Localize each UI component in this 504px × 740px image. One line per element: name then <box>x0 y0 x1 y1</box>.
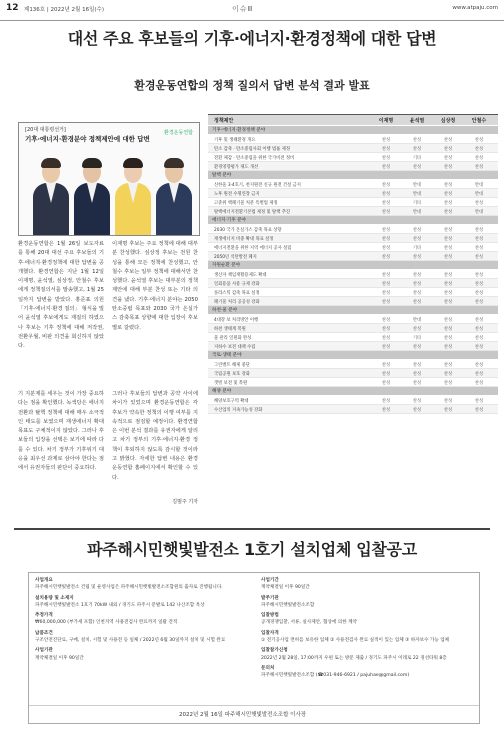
table-section-title: 에너지·기후 분야 <box>212 218 246 223</box>
answer-cell: 찬성 <box>381 281 391 287</box>
table-row <box>208 198 498 207</box>
table-row <box>208 270 498 279</box>
ad-item-heading: 발주기관 <box>261 595 279 601</box>
table-header-ahn: 안철수 <box>471 118 487 124</box>
answer-cell: 찬성 <box>381 254 391 260</box>
table-row <box>208 288 498 297</box>
ad-item <box>261 595 473 610</box>
policy-label: 일회용품 사용 규제 강화 <box>214 281 260 287</box>
ad-item-heading: 추정가격 <box>35 613 53 619</box>
answer-cell: 찬성 <box>443 281 453 287</box>
answer-cell: 찬성 <box>474 146 484 152</box>
ad-item <box>261 647 473 662</box>
answer-cell: 찬성 <box>443 290 453 296</box>
answer-cell: 찬성 <box>381 245 391 251</box>
ad-item-heading: 문의처 <box>261 665 275 671</box>
answer-cell: 기타 <box>412 200 422 206</box>
answer-cell: 찬성 <box>443 317 453 323</box>
policy-label: 해양보호구역 확대 <box>214 398 249 404</box>
policy-label: 노후 원전 수명연장 금지 <box>214 191 260 197</box>
answer-cell: 찬성 <box>412 281 422 287</box>
answer-cell: 찬성 <box>443 326 453 332</box>
answer-cell: 찬성 <box>474 155 484 161</box>
subheadline: 환경운동연합의 정책 질의서 답변 분석 결과 발표 <box>134 79 370 92</box>
ad-item-text: ① 전기공사업 면허를 보유한 업체 ② 사용전검사 완료 실적이 있는 업체 ③ 하자보수 가능 업체 <box>261 638 450 644</box>
answer-cell: 찬성 <box>412 236 422 242</box>
answer-cell: 찬성 <box>443 362 453 368</box>
answer-cell: 찬성 <box>381 209 391 215</box>
answer-cell: 반대 <box>474 209 484 215</box>
candidate-3-portrait <box>115 157 151 235</box>
answer-cell: 찬성 <box>474 272 484 278</box>
answer-cell: 찬성 <box>381 200 391 206</box>
answer-cell: 찬성 <box>381 344 391 350</box>
ad-item-text: 파주해시민햇빛발전소 1호기 70kW 내외 / 경기도 파주시 문발로 142 나산조합 옥상 <box>35 602 205 608</box>
answer-cell: 찬성 <box>443 191 453 197</box>
answer-cell: 찬성 <box>474 344 484 350</box>
policy-label: 폐기물 처리 공공성 강화 <box>214 299 260 305</box>
answer-cell: 찬성 <box>474 245 484 251</box>
answer-cell: 찬성 <box>443 245 453 251</box>
table-row <box>208 315 498 324</box>
answer-cell: 찬성 <box>381 182 391 188</box>
answer-cell: 찬성 <box>381 407 391 413</box>
answer-cell: 찬성 <box>412 290 422 296</box>
table-section-title: 국토·생태 분야 <box>212 353 242 358</box>
ad-item <box>261 577 473 592</box>
ad-item <box>35 612 235 627</box>
answer-cell: 찬성 <box>443 254 453 260</box>
ad-item-text: 파주해시민햇빛발전소조합 <box>261 602 315 608</box>
article-column-2: 이재명 후보는 주요 정책에 대해 대부분 찬성했다. 심상정 후보는 전원 찬성을 통해 모든 정책에 찬성했고, 안철수 후보는 일부 정책에 대해서만 찬성했다. 윤석열 후보는 대부분의 정책 제안에 대해 부분 찬성 또는 기타 의견을 냈다. 기후·에너지 분야는 2050 탄소중립 목표와 2030 국가 온실가스 감축목표 상향에 대한 입장이 후보별로 갈렸다. <box>112 241 198 331</box>
answer-cell: 찬성 <box>443 344 453 350</box>
photo-org-logo: 환경운동연합 <box>164 130 193 136</box>
ad-item-heading: 사업기관 <box>35 648 53 654</box>
table-section <box>208 216 498 224</box>
answer-cell: 찬성 <box>474 299 484 305</box>
policy-label: 2030 국가 온실가스 감축 목표 상향 <box>214 227 282 233</box>
answer-cell: 찬성 <box>412 164 422 170</box>
answer-cell: 찬성 <box>381 371 391 377</box>
ad-item-text: ₩60,000,000 (부가세 포함) 인천지역 사용전검사 완료까지 일괄 견적 <box>35 620 178 626</box>
policy-label: 물 관리 일원화 완성 <box>214 335 252 341</box>
answer-cell: 찬성 <box>474 335 484 341</box>
policy-label: 2050년 석탄발전 폐지 <box>214 254 257 260</box>
answer-cell: 찬성 <box>443 380 453 386</box>
ad-item-text: 파주해시민햇빛발전소 건립 및 운영사업은 파주해시민햇빛발전소조합원의 출자로 진행됩니다. <box>35 585 223 591</box>
table-section-title: 탈핵 분야 <box>212 173 232 178</box>
policy-label: 환경영향평가 제도 개선 <box>214 164 259 170</box>
table-row <box>208 369 498 378</box>
answer-cell: 찬성 <box>412 398 422 404</box>
answer-cell: 찬성 <box>443 155 453 161</box>
answer-cell: 찬성 <box>412 362 422 368</box>
table-row <box>208 324 498 333</box>
answer-cell: 찬성 <box>381 317 391 323</box>
policy-label: 탄소 감축 · 탄소중립사회 이행 법률 제정 <box>214 146 290 152</box>
article-column-3: 기 지분제를 세우는 것이 가장 중요하다는 점을 확인했다. 녹색당은 에너지 전환과 탈핵 정책에 대해 매우 소극적인 태도를 보였으며 재생에너지 확대 목표도 구체적이지 않았다. 그러나 후보들의 입장을 선택은 보기에 따라 다를 수 있다. 차기 정부가 기후위기 대응을 최우선 과제로 삼아야 한다는 점에서 유권자들의 판단이 중요하다. <box>18 391 104 472</box>
answer-cell: 찬성 <box>412 371 422 377</box>
policy-label: 그린벨트 해제 중단 <box>214 362 250 368</box>
table-header-yoon: 윤석열 <box>409 118 425 124</box>
table-row <box>208 360 498 369</box>
candidate-1-portrait <box>33 157 69 235</box>
ad-title: 파주해시민햇빛발전소 1호기 설치업체 입찰공고 <box>87 540 417 559</box>
answer-cell: 찬성 <box>474 317 484 323</box>
answer-cell: 찬성 <box>443 371 453 377</box>
answer-cell: 찬성 <box>381 326 391 332</box>
table-section-title: 자원순환 분야 <box>212 263 241 268</box>
policy-label: 지하수 보전 대책 수립 <box>214 344 256 350</box>
answer-cell: 찬성 <box>381 380 391 386</box>
table-row <box>208 180 498 189</box>
answer-cell: 찬성 <box>474 137 484 143</box>
answer-cell: 찬성 <box>474 371 484 377</box>
photo-tag: [20대 대통령선거] <box>25 127 66 133</box>
answer-cell: 찬성 <box>381 272 391 278</box>
answer-cell: 반대 <box>412 182 422 188</box>
table-row <box>208 378 498 387</box>
ad-item-text: 공개경쟁입찰, 서류, 실사제안, 협상에 의한 계약 <box>261 620 357 626</box>
table-row <box>208 333 498 342</box>
table-row <box>208 225 498 234</box>
ad-item-heading: 사업기간 <box>261 578 279 583</box>
table-section <box>208 261 498 269</box>
answer-cell: 찬성 <box>474 227 484 233</box>
answer-cell: 찬성 <box>443 182 453 188</box>
policy-label: 기후 및 생태환경 개요 <box>214 137 256 143</box>
answer-cell: 찬성 <box>381 362 391 368</box>
table-row <box>208 189 498 198</box>
answer-cell: 찬성 <box>412 146 422 152</box>
answer-cell: 찬성 <box>412 380 422 386</box>
answer-cell: 찬성 <box>443 335 453 341</box>
answer-cell: 반대 <box>474 182 484 188</box>
ad-item <box>261 612 473 627</box>
ad-box <box>28 572 480 724</box>
policy-label: 에너지전환을 위한 지역 에너지 공사 설립 <box>214 245 292 251</box>
ad-item <box>35 647 235 662</box>
answer-cell: 찬성 <box>381 137 391 143</box>
table-section <box>208 171 498 179</box>
table-header-policy: 정책제안 <box>214 118 234 124</box>
answer-cell: 기타 <box>412 155 422 161</box>
ad-item-text: 구조안전진단료, 구매, 설치, 시험 및 사용전 등 일체 / 2022년 6월 30일까지 설치 및 시험 완료 <box>35 638 226 644</box>
answer-cell: 반대 <box>412 191 422 197</box>
table-row <box>208 405 498 414</box>
answer-cell: 찬성 <box>412 227 422 233</box>
photo-title: 기후·에너지·환경분야 정책제안에 대한 답변 <box>25 135 150 143</box>
issue-date: 제136호 | 2022년 2월 16일(수) <box>24 7 105 13</box>
answer-cell: 찬성 <box>412 254 422 260</box>
answer-cell: 찬성 <box>443 236 453 242</box>
table-row <box>208 297 498 306</box>
answer-cell: 찬성 <box>381 299 391 305</box>
ad-footer: 2022년 2월 16일 파주해시민햇빛발전소조합 이사장 <box>179 712 307 718</box>
answer-cell: 찬성 <box>474 290 484 296</box>
policy-label: 국립공원 보호 강화 <box>214 371 250 377</box>
section-label: 이슈Ⅲ <box>232 5 254 13</box>
answer-cell: 찬성 <box>412 272 422 278</box>
answer-cell: 찬성 <box>443 146 453 152</box>
answer-cell: 찬성 <box>381 155 391 161</box>
policy-label: 갯벌 보전 및 복원 <box>214 380 248 386</box>
answer-cell: 반대 <box>412 317 422 323</box>
table-header-lee: 이재명 <box>378 118 394 124</box>
answer-cell: 찬성 <box>412 299 422 305</box>
answer-cell: 찬성 <box>412 137 422 143</box>
answer-cell: 찬성 <box>443 164 453 170</box>
answer-cell: 찬성 <box>443 137 453 143</box>
table-row <box>208 207 498 216</box>
answer-cell: 찬성 <box>443 227 453 233</box>
table-row <box>208 162 498 171</box>
answer-cell: 찬성 <box>412 407 422 413</box>
candidate-2-portrait <box>74 157 110 235</box>
ad-item-heading: 입찰참가신청 <box>261 648 288 654</box>
answer-cell: 찬성 <box>443 398 453 404</box>
article-column-1: 환경운동연합은 1월 26일 보도자료를 통해 20대 대선 주요 후보들의 기후·에너지·환경정책에 대한 답변을 공개했다. 환경연합은 지난 1월 12일 이재명, 윤석열, 심상정, 안철수 후보에게 정책질의서를 발송했고, 1월 25일까지 답변을 받았다. 홍준표 의원 「기후·에너지·환경 질의」 형식을 빌어 윤석열 후보에게도 재질의 하였으나 후보는 기후 정책에 대해 저작권, 전환우월, 비판 의견을 회신하지 않았다. <box>18 241 104 350</box>
answer-cell: 찬성 <box>443 407 453 413</box>
ad-item-heading: 입찰자격 <box>261 630 279 636</box>
table-row <box>208 252 498 261</box>
table-row <box>208 279 498 288</box>
policy-label: 신한울 3·4호기, 천지원전 신규 원전 건설 금지 <box>214 182 301 188</box>
answer-cell: 찬성 <box>443 200 453 206</box>
answer-cell: 반대 <box>474 191 484 197</box>
ad-item-heading: 사업개요 <box>35 578 53 583</box>
policy-table <box>208 114 498 519</box>
answer-cell: 찬성 <box>381 335 391 341</box>
table-section-title: 하천·물 분야 <box>212 308 238 313</box>
answer-cell: 찬성 <box>474 164 484 170</box>
answer-cell: 찬성 <box>381 191 391 197</box>
policy-label: 4대강 보 처리방안 이행 <box>214 317 259 323</box>
section-divider <box>14 528 490 530</box>
byline: 김범주 기자 <box>172 499 198 505</box>
answer-cell: 찬성 <box>381 164 391 170</box>
table-row <box>208 234 498 243</box>
page-number: 12 <box>6 3 19 13</box>
policy-label: 플라스틱 감축 목표 설정 <box>214 290 260 296</box>
ad-item <box>261 665 473 680</box>
ad-footer-divider <box>29 705 479 706</box>
policy-label: 생산자 책임재활용제도 확대 <box>214 272 267 278</box>
ad-item-text: 계약체결일 이후 90일간 <box>261 585 310 591</box>
ad-right-column <box>261 577 473 683</box>
candidates-photo <box>18 122 200 236</box>
answer-cell: 찬성 <box>474 362 484 368</box>
table-section <box>208 126 498 134</box>
table-section-title: 해양 분야 <box>212 389 232 394</box>
page-header <box>0 0 504 21</box>
answer-cell: 찬성 <box>412 344 422 350</box>
ad-item-text: 2022년 2월 28일, 17:00까지 우편 또는 방문 제출 / 경기도 파주시 이래로 22 경선타워 8층 <box>261 655 447 661</box>
ad-item-heading: 입찰방법 <box>261 613 279 619</box>
table-row <box>208 153 498 162</box>
policy-label: 하천 생태계 복원 <box>214 326 246 332</box>
ad-item <box>35 577 235 592</box>
table-row <box>208 135 498 144</box>
site-url[interactable]: www.atpaju.com <box>452 5 498 11</box>
table-row <box>208 243 498 252</box>
table-header <box>208 114 498 125</box>
answer-cell: 기타 <box>412 245 422 251</box>
ad-item-heading: 납품조건 <box>35 630 53 636</box>
answer-cell: 찬성 <box>474 200 484 206</box>
ad-item <box>261 630 473 645</box>
table-section <box>208 351 498 359</box>
policy-label: 수산업의 지속가능성 강화 <box>214 407 263 413</box>
table-section-title: 기후·에너지·환경정책 분야 <box>212 128 266 133</box>
table-row <box>208 342 498 351</box>
answer-cell: 찬성 <box>474 398 484 404</box>
policy-label: 전환 체감 · 탄소중립을 위한 국가비전 정비 <box>214 155 295 161</box>
policy-label: 재생에너지 비중 확대 목표 설정 <box>214 236 274 242</box>
answer-cell: 찬성 <box>412 326 422 332</box>
answer-cell: 찬성 <box>474 254 484 260</box>
ad-item <box>35 630 235 645</box>
ad-left-column <box>35 577 235 665</box>
answer-cell: 찬성 <box>474 407 484 413</box>
answer-cell: 찬성 <box>443 209 453 215</box>
answer-cell: 기타 <box>412 335 422 341</box>
answer-cell: 반대 <box>412 209 422 215</box>
table-row <box>208 144 498 153</box>
answer-cell: 찬성 <box>474 281 484 287</box>
ad-item-text: 계약체결일 이후 90일간 <box>35 655 84 661</box>
table-row <box>208 396 498 405</box>
answer-cell: 찬성 <box>381 227 391 233</box>
answer-cell: 찬성 <box>474 326 484 332</box>
answer-cell: 찬성 <box>381 236 391 242</box>
ad-item-text: 파주해시민햇빛발전소조합 (☎031-946-6921 / pajuhae@gmail.com) <box>261 673 410 679</box>
answer-cell: 찬성 <box>381 146 391 152</box>
table-section <box>208 387 498 395</box>
answer-cell: 찬성 <box>443 272 453 278</box>
headline: 대선 주요 후보들의 기후·에너지·환경정책에 대한 답변 <box>67 29 437 48</box>
answer-cell: 찬성 <box>381 290 391 296</box>
answer-cell: 찬성 <box>443 299 453 305</box>
policy-label: 탈핵에너지전환기본법 제정 및 탈핵 추진 <box>214 209 291 215</box>
ad-item-heading: 설치용량 및 소재지 <box>35 595 74 601</box>
table-header-sim: 심상정 <box>440 118 456 124</box>
candidate-4-portrait <box>156 157 192 235</box>
answer-cell: 찬성 <box>474 380 484 386</box>
policy-label: 고준위 핵폐기물 처분 특별법 제정 <box>214 200 278 206</box>
answer-cell: 찬성 <box>381 398 391 404</box>
article-column-4: 그러나 후보들의 답변과 공약 사이에 차이가 있었으며 환경운동연합은 각 후보가 약속한 정책의 이행 여부를 지속적으로 점검할 예정이다. 환경연합은 이번 분석 결과를 유권자에게 알리고 차기 정부의 기후·에너지·환경 정책이 후퇴하지 않도록 감시할 것이라고 밝혔다. 자세한 답변 내용은 환경운동연합 홈페이지에서 확인할 수 있다. <box>112 391 198 481</box>
table-section <box>208 306 498 314</box>
answer-cell: 찬성 <box>474 236 484 242</box>
ad-item <box>35 595 235 610</box>
